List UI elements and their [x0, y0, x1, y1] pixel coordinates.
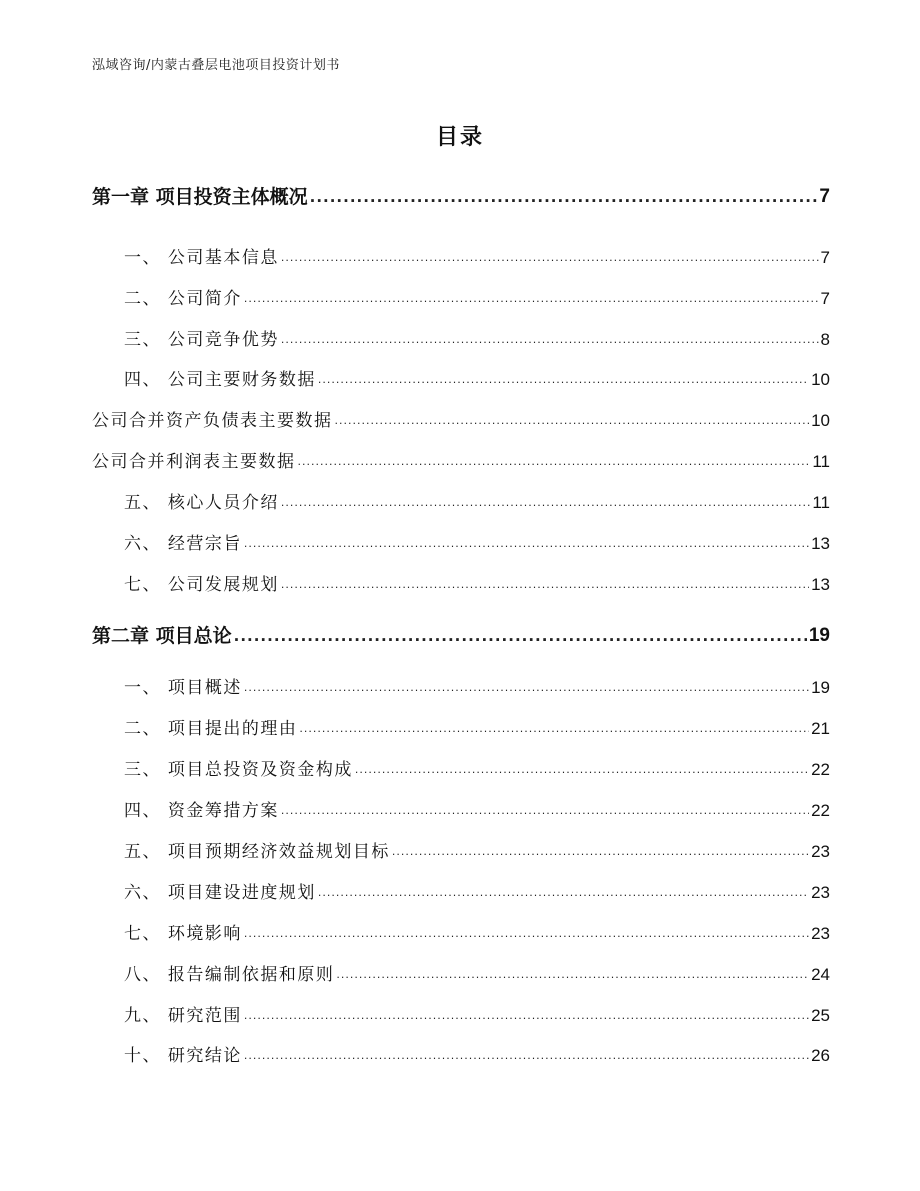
toc-section-entry[interactable] [92, 1003, 830, 1029]
toc-subsection-entry[interactable] [92, 449, 830, 475]
toc-chapter-entry[interactable] [92, 184, 830, 210]
toc-entry-label: 六、 经营宗旨 [124, 534, 242, 554]
toc-chapter-entry[interactable] [92, 623, 830, 649]
dot-leader [298, 449, 811, 475]
dot-leader [244, 1003, 809, 1029]
dot-leader [336, 962, 809, 988]
toc-entry-label: 三、 项目总投资及资金构成 [124, 760, 353, 780]
toc-entry-label: 五、 核心人员介绍 [124, 493, 279, 513]
dot-leader [281, 572, 809, 598]
running-header: 泓域咨询/内蒙古叠层电池项目投资计划书 [92, 58, 340, 73]
dot-leader [281, 798, 809, 824]
toc-entry-label: 七、 公司发展规划 [124, 575, 279, 595]
toc-entry-label: 五、 项目预期经济效益规划目标 [124, 842, 390, 862]
toc-entry-label: 一、 项目概述 [124, 678, 242, 698]
toc-entry-label: 第二章 项目总论 [92, 625, 232, 647]
toc-entry-page: 7 [820, 289, 830, 308]
toc-entry-page: 13 [811, 575, 830, 594]
toc-section-entry[interactable] [92, 962, 830, 988]
toc-entry-page: 24 [811, 965, 830, 984]
toc-entry-page: 7 [820, 248, 830, 267]
toc-section-entry[interactable] [92, 572, 830, 598]
toc-entry-label: 十、 研究结论 [124, 1046, 242, 1066]
toc-entry-label: 公司合并资产负债表主要数据 [92, 411, 333, 431]
toc-section-entry[interactable] [92, 880, 830, 906]
toc-entry-page: 10 [811, 411, 830, 430]
dot-leader [318, 880, 809, 906]
toc-entry-label: 第一章 项目投资主体概况 [92, 186, 308, 208]
toc-entry-page: 25 [811, 1006, 830, 1025]
toc-entry-page: 11 [812, 493, 830, 512]
dot-leader [244, 286, 819, 312]
toc-entry-page: 23 [811, 883, 830, 902]
toc-entry-label: 公司合并利润表主要数据 [92, 452, 296, 472]
dot-leader [281, 490, 810, 516]
toc-section-entry[interactable] [92, 286, 830, 312]
toc-section-entry[interactable] [92, 327, 830, 353]
toc-entry-label: 二、 公司简介 [124, 289, 242, 309]
toc-entry-page: 22 [811, 801, 830, 820]
toc-entry-page: 11 [812, 452, 830, 471]
toc-entry-label: 八、 报告编制依据和原则 [124, 965, 335, 985]
dot-leader [244, 675, 809, 701]
toc-section-entry[interactable] [92, 367, 830, 393]
toc-entry-label: 九、 研究范围 [124, 1006, 242, 1026]
toc-subsection-entry[interactable] [92, 408, 830, 434]
dot-leader [335, 408, 810, 434]
dot-leader [299, 716, 809, 742]
dot-leader [392, 839, 809, 865]
toc-entry-label: 二、 项目提出的理由 [124, 719, 298, 739]
toc-entry-label: 七、 环境影响 [124, 924, 242, 944]
dot-leader [281, 245, 819, 271]
toc-section-entry[interactable] [92, 531, 830, 557]
dot-leader [318, 367, 809, 393]
toc-section-entry[interactable] [92, 1043, 830, 1069]
toc-entry-page: 10 [811, 370, 830, 389]
dot-leader [244, 531, 809, 557]
toc-entry-page: 19 [811, 678, 830, 697]
toc-section-entry[interactable] [92, 716, 830, 742]
dot-leader [244, 1043, 809, 1069]
toc-entry-page: 22 [811, 760, 830, 779]
toc-entry-page: 23 [811, 842, 830, 861]
toc-entry-label: 三、 公司竞争优势 [124, 330, 279, 350]
toc-entry-page: 13 [811, 534, 830, 553]
toc-entry-label: 四、 公司主要财务数据 [124, 370, 316, 390]
dot-leader [310, 184, 818, 210]
toc-section-entry[interactable] [92, 675, 830, 701]
toc-entry-page: 19 [808, 625, 830, 646]
toc-section-entry[interactable] [92, 245, 830, 271]
toc-entry-label: 一、 公司基本信息 [124, 248, 279, 268]
toc-entry-page: 21 [811, 719, 830, 738]
toc-title: 目录 [435, 125, 484, 150]
dot-leader [355, 757, 809, 783]
dot-leader [244, 921, 809, 947]
toc-section-entry[interactable] [92, 839, 830, 865]
toc-section-entry[interactable] [92, 490, 830, 516]
dot-leader [281, 327, 819, 353]
toc-section-entry[interactable] [92, 757, 830, 783]
toc-entry-page: 8 [820, 330, 830, 349]
toc-entry-label: 六、 项目建设进度规划 [124, 883, 316, 903]
toc-entry-page: 7 [819, 186, 830, 207]
toc-entry-page: 26 [811, 1046, 830, 1065]
toc-entry-label: 四、 资金筹措方案 [124, 801, 279, 821]
toc-section-entry[interactable] [92, 921, 830, 947]
toc-entry-page: 23 [811, 924, 830, 943]
dot-leader [234, 623, 807, 649]
toc-section-entry[interactable] [92, 798, 830, 824]
